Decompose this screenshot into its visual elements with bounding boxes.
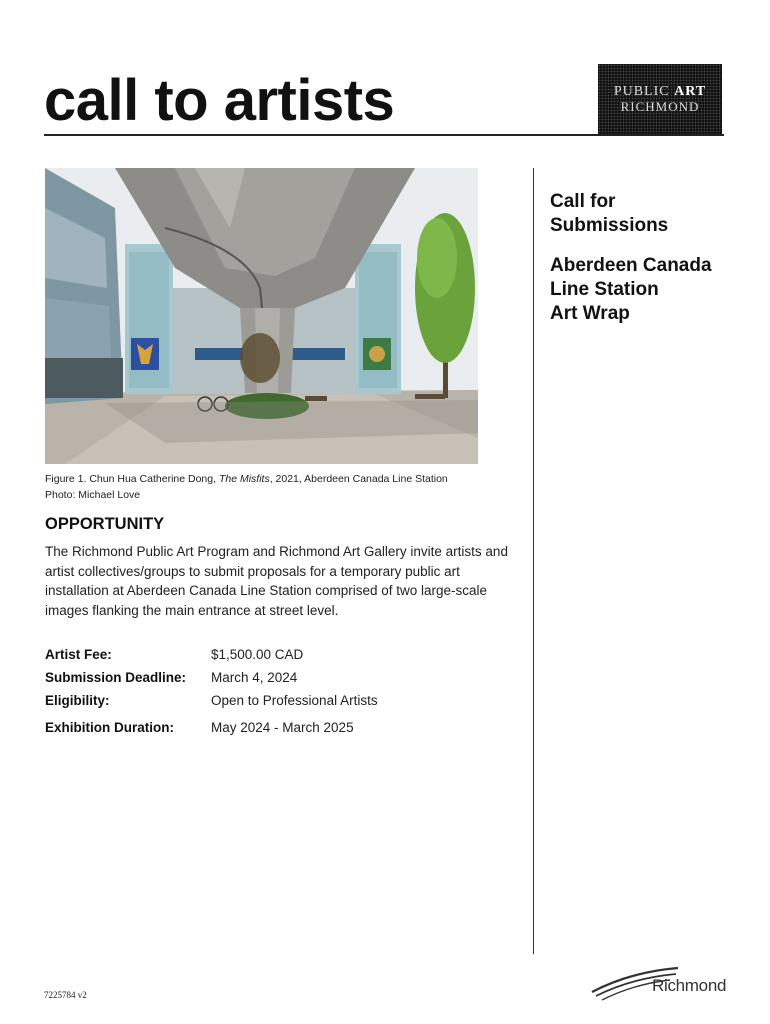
title-divider [44,134,724,136]
sidebar [550,190,750,342]
photo-credit: Photo: Michael Love [45,489,141,501]
opportunity-body: The Richmond Public Art Program and Richmond Art Gallery invite artists and artist collectives/groups to submit proposals for a temporary public art installation at Aberdeen Canada Line Station comprised of two large-scale images flanking the main entrance at street level. [45,544,508,618]
details-list [45,643,515,739]
detail-row-deadline: Submission Deadline: March 4, 2024 [45,670,298,685]
detail-row-eligibility: Eligibility: Open to Professional Artists [45,693,378,708]
detail-row-artist-fee: Artist Fee: $1,500.00 CAD [45,647,304,662]
detail-row-duration: Exhibition Duration: May 2024 - March 2025 [45,720,354,735]
project-title: Aberdeen Canada Line Station Art Wrap [550,255,712,324]
document-id: 7225784 v2 [44,990,87,1000]
opportunity-heading: OPPORTUNITY [45,515,165,533]
station-photo [45,168,478,464]
public-art-richmond-logo: PUBLIC ART RICHMOND [598,64,722,134]
call-for-submissions-heading: Call for Submissions [550,191,669,236]
photo-caption: Figure 1. Chun Hua Catherine Dong, The Misfits, 2021, Aberdeen Canada Line Station Photo: Michael Love [45,473,448,501]
column-divider [533,168,534,954]
richmond-logo-text: Richmond [652,976,727,995]
page-title: call to artists [44,68,395,133]
